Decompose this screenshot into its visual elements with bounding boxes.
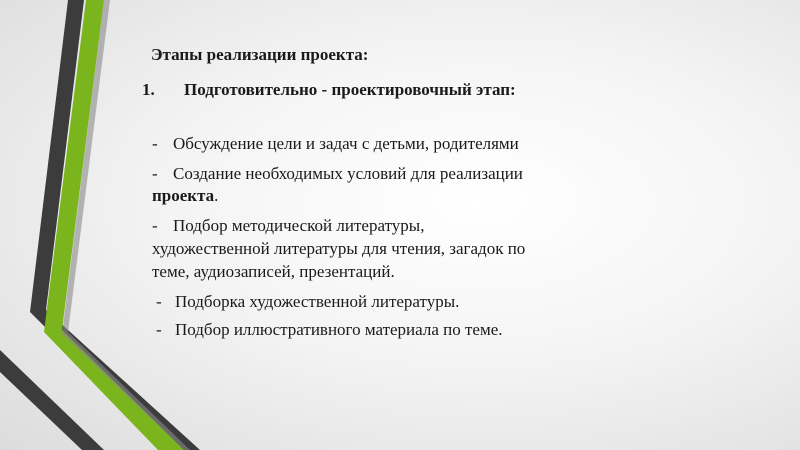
list-item-dash: -	[156, 292, 162, 311]
list-item-continuation: художественной литературы для чтения, загадок по	[152, 239, 526, 258]
list-item-bold: проекта	[152, 186, 215, 205]
list-item-dash: -	[156, 320, 162, 339]
list-item: Создание необходимых условий для реализации	[173, 164, 523, 183]
slide-heading: Этапы реализации проекта:	[151, 45, 369, 64]
list-item-tail: .	[214, 186, 219, 205]
stage-number: 1.	[142, 80, 155, 99]
stage-title: Подготовительно - проектировочный этап:	[184, 80, 516, 99]
list-item-dash: -	[152, 134, 158, 153]
list-item: Подборка художественной литературы.	[175, 292, 460, 311]
list-item-dash: -	[152, 164, 158, 183]
list-item: Обсуждение цели и задач с детьми, родителями	[173, 134, 519, 153]
list-item: Подбор иллюстративного материала по теме.	[175, 320, 503, 339]
list-item: Подбор методической литературы,	[173, 216, 425, 235]
list-item-continuation: теме, аудиозаписей, презентаций.	[152, 262, 395, 281]
list-item-dash: -	[152, 216, 158, 235]
list-item-continuation	[152, 185, 218, 206]
